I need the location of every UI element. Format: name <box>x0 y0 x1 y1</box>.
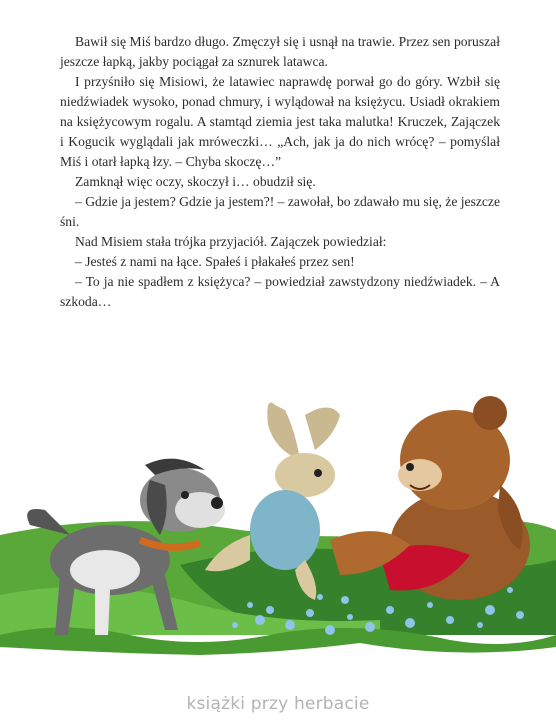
paragraph-1: Bawił się Miś bardzo długo. Zmęczył się i usnął na trawie. Przez sen poruszał jeszcze łapką, jakby pociągał za sznurek latawca. <box>60 34 500 69</box>
paragraph-6: – Jesteś z nami na łące. Spałeś i płakałeś przez sen! <box>75 254 355 269</box>
paragraph-4: – Gdzie ja jestem? Gdzie ja jestem?! – zawołał, bo zdawało mu się, że jeszcze śni. <box>60 194 500 229</box>
paragraph-2: I przyśniło się Misiowi, że latawiec naprawdę porwał go do góry. Wzbił się niedźwiadek wysoko, ponad chmury, i wylądował na księżycu. Usiadł okrakiem na księżycowym rogalu. A stamtąd ziemia jest taka malutka! Kruczek, Zajączek i Kogucik wyglądali jak mrówеczki… „Ach, jak ja do nich wrócę? – pomyślał Miś i otarł łapką łzy. – Chyba skoczę…” <box>60 74 500 169</box>
story-text <box>60 32 500 312</box>
paragraph-3: Zamknął więc oczy, skoczył i… obudził się. <box>75 174 316 189</box>
paragraph-5: Nad Misiem stała trójka przyjaciół. Zajączek powiedział: <box>75 234 387 249</box>
watermark-text: książki przy herbacie <box>186 694 370 714</box>
bear <box>330 396 530 600</box>
meadow-illustration <box>0 335 556 695</box>
paragraph-7: – To ja nie spadłem z księżyca? – powiedział zawstydzony niedźwiadek. – A szkoda… <box>60 274 500 309</box>
